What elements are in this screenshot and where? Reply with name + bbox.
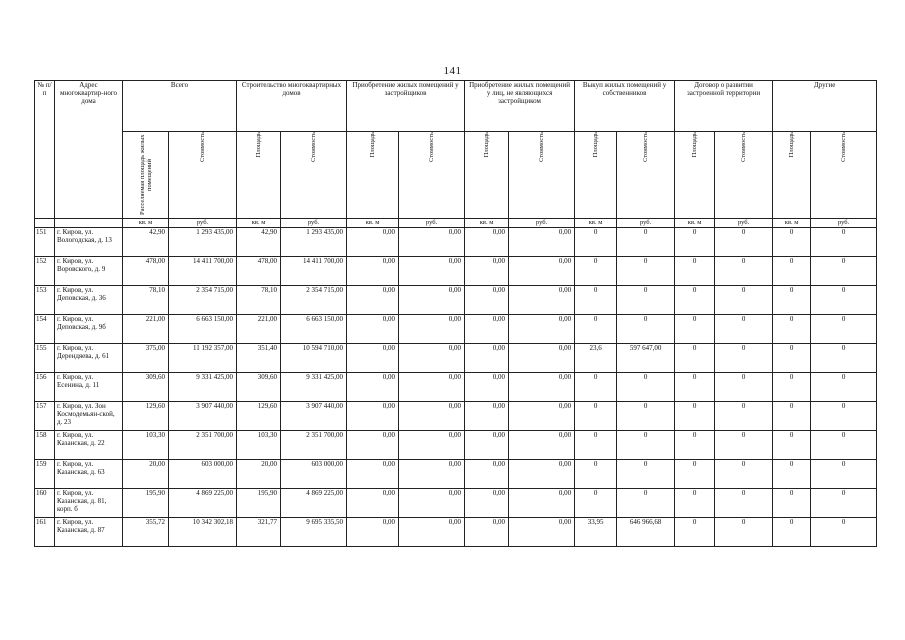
row-address: г. Киров, ул. Казанская, д. 87: [55, 518, 123, 547]
area-cell: 0,00: [347, 286, 399, 315]
cost-cell: 2 354 715,00: [169, 286, 237, 315]
area-cell: 0,00: [465, 257, 509, 286]
area-cell: 0: [575, 286, 617, 315]
row-number: 155: [35, 344, 55, 373]
cost-cell: 0,00: [509, 315, 575, 344]
cost-cell: 2 351 700,00: [169, 431, 237, 460]
area-cell: 0,00: [347, 257, 399, 286]
area-cell: 0: [575, 460, 617, 489]
cost-cell: 0,00: [509, 518, 575, 547]
cost-cell: 9 695 335,50: [281, 518, 347, 547]
header-group-non-developer: Приобретение жилых помещений у лиц, не являющихся застройщиком: [465, 81, 575, 132]
row-address: г. Киров, ул. Воровского, д. 9: [55, 257, 123, 286]
cost-cell: 0,00: [399, 373, 465, 402]
area-cell: 375,00: [123, 344, 169, 373]
table-row: [35, 489, 877, 518]
area-cell: 309,60: [123, 373, 169, 402]
area-cell: 0: [675, 373, 715, 402]
cost-cell: 2 354 715,00: [281, 286, 347, 315]
unit-cost: руб.: [169, 219, 237, 228]
header-group-development-contract: Договор о развитии застроенной территории: [675, 81, 773, 132]
area-cell: 103,30: [123, 431, 169, 460]
cost-cell: 0,00: [399, 315, 465, 344]
area-cell: 0,00: [347, 460, 399, 489]
cost-cell: 0: [811, 228, 877, 257]
cost-cell: 0,00: [399, 228, 465, 257]
cost-cell: 4 869 225,00: [281, 489, 347, 518]
cost-cell: 0: [715, 431, 773, 460]
cost-cell: 0: [715, 315, 773, 344]
area-cell: 0,00: [465, 286, 509, 315]
row-number: 159: [35, 460, 55, 489]
area-cell: 0: [773, 460, 811, 489]
cost-cell: 3 907 440,00: [281, 402, 347, 431]
subheader-cost: Стоимость: [811, 132, 877, 219]
unit-area: кв. м: [123, 219, 169, 228]
subheader-area: Площадь: [237, 132, 281, 219]
area-cell: 0: [773, 373, 811, 402]
cost-cell: 0,00: [399, 460, 465, 489]
table-row: [35, 431, 877, 460]
header-num: № п/п: [35, 81, 55, 219]
area-cell: 0: [575, 402, 617, 431]
cost-cell: 0: [715, 373, 773, 402]
cost-cell: 6 663 150,00: [281, 315, 347, 344]
unit-blank: [55, 219, 123, 228]
cost-cell: 0: [811, 315, 877, 344]
cost-cell: 0,00: [399, 489, 465, 518]
subheader-cost: Стоимость: [169, 132, 237, 219]
table-row: [35, 344, 877, 373]
area-cell: 0,00: [347, 402, 399, 431]
cost-cell: 0,00: [399, 402, 465, 431]
area-cell: 0: [575, 228, 617, 257]
area-cell: 42,90: [237, 228, 281, 257]
cost-cell: 0,00: [399, 286, 465, 315]
area-cell: 351,40: [237, 344, 281, 373]
area-cell: 78,10: [123, 286, 169, 315]
area-cell: 129,60: [123, 402, 169, 431]
cost-cell: 0: [811, 344, 877, 373]
area-cell: 0,00: [347, 228, 399, 257]
area-cell: 0: [675, 402, 715, 431]
cost-cell: 0: [617, 431, 675, 460]
area-cell: 129,60: [237, 402, 281, 431]
subheader-cost: Стоимость: [715, 132, 773, 219]
area-cell: 0: [773, 518, 811, 547]
area-cell: 0: [675, 431, 715, 460]
unit-cost: руб.: [811, 219, 877, 228]
area-cell: 0: [675, 489, 715, 518]
row-number: 156: [35, 373, 55, 402]
page-number: 141: [443, 65, 462, 77]
cost-cell: 0: [617, 489, 675, 518]
area-cell: 0,00: [465, 373, 509, 402]
cost-cell: 2 351 700,00: [281, 431, 347, 460]
cost-cell: 0: [811, 518, 877, 547]
subheader-area: Площадь: [575, 132, 617, 219]
area-cell: 0: [773, 315, 811, 344]
area-cell: 0,00: [347, 431, 399, 460]
cost-cell: 0: [715, 518, 773, 547]
subheader-area: Площадь: [347, 132, 399, 219]
row-number: 157: [35, 402, 55, 431]
area-cell: 0,00: [347, 315, 399, 344]
area-cell: 0: [675, 228, 715, 257]
area-cell: 0: [773, 257, 811, 286]
area-cell: 0: [773, 344, 811, 373]
row-number: 160: [35, 489, 55, 518]
subheader-cost: Стоимость: [281, 132, 347, 219]
area-cell: 0: [575, 431, 617, 460]
area-cell: 0: [575, 373, 617, 402]
row-number: 153: [35, 286, 55, 315]
table-row: [35, 315, 877, 344]
area-cell: 0,00: [347, 518, 399, 547]
cost-cell: 11 192 357,00: [169, 344, 237, 373]
area-cell: 221,00: [123, 315, 169, 344]
header-group-construction: Строительство многоквартирных домов: [237, 81, 347, 132]
cost-cell: 0: [617, 315, 675, 344]
header-group-developer: Приобретение жилых помещений у застройщиков: [347, 81, 465, 132]
unit-area: кв. м: [675, 219, 715, 228]
cost-cell: 603 000,00: [169, 460, 237, 489]
cost-cell: 0: [715, 460, 773, 489]
area-cell: 0,00: [465, 489, 509, 518]
area-cell: 78,10: [237, 286, 281, 315]
row-number: 154: [35, 315, 55, 344]
subheader-area: Площадь: [675, 132, 715, 219]
unit-area: кв. м: [237, 219, 281, 228]
unit-area: кв. м: [347, 219, 399, 228]
cost-cell: 0: [617, 286, 675, 315]
header-group-buyout: Выкуп жилых помещений у собственников: [575, 81, 675, 132]
cost-cell: 0: [715, 489, 773, 518]
area-cell: 0,00: [347, 344, 399, 373]
area-cell: 42,90: [123, 228, 169, 257]
cost-cell: 0,00: [509, 431, 575, 460]
area-cell: 0: [675, 257, 715, 286]
cost-cell: 0: [811, 402, 877, 431]
cost-cell: 4 869 225,00: [169, 489, 237, 518]
unit-cost: руб.: [399, 219, 465, 228]
area-cell: 0: [575, 315, 617, 344]
area-cell: 321,77: [237, 518, 281, 547]
area-cell: 0: [773, 402, 811, 431]
row-address: г. Киров, ул. Казанская, д. 81, корп. б: [55, 489, 123, 518]
unit-cost: руб.: [509, 219, 575, 228]
cost-cell: 0: [715, 228, 773, 257]
table-row: [35, 257, 877, 286]
row-address: г. Киров, ул. Зон Космодемьян-ской, д. 23: [55, 402, 123, 431]
area-cell: 0: [675, 315, 715, 344]
cost-cell: 10 342 302,18: [169, 518, 237, 547]
cost-cell: 0,00: [509, 402, 575, 431]
area-cell: 0: [773, 489, 811, 518]
cost-cell: 597 647,00: [617, 344, 675, 373]
area-cell: 221,00: [237, 315, 281, 344]
cost-cell: 1 293 435,00: [169, 228, 237, 257]
table-row: [35, 228, 877, 257]
cost-cell: 0: [811, 257, 877, 286]
area-cell: 0: [675, 518, 715, 547]
subheader-area: Площадь: [465, 132, 509, 219]
unit-blank: [35, 219, 55, 228]
area-cell: 33,95: [575, 518, 617, 547]
row-address: г. Киров, ул. Деповская, д. 9б: [55, 315, 123, 344]
cost-cell: 0: [617, 228, 675, 257]
subheader-area-total: Расселяемая площадь жилых помещений: [123, 132, 169, 219]
table-row: [35, 402, 877, 431]
subheader-cost: Стоимость: [509, 132, 575, 219]
area-cell: 0,00: [465, 344, 509, 373]
cost-cell: 1 293 435,00: [281, 228, 347, 257]
area-cell: 0: [575, 489, 617, 518]
unit-area: кв. м: [575, 219, 617, 228]
area-cell: 355,72: [123, 518, 169, 547]
cost-cell: 0: [617, 402, 675, 431]
cost-cell: 0,00: [399, 344, 465, 373]
area-cell: 195,90: [237, 489, 281, 518]
area-cell: 0,00: [465, 518, 509, 547]
header-group-other: Другие: [773, 81, 877, 132]
cost-cell: 0: [715, 286, 773, 315]
table-row: [35, 518, 877, 547]
area-cell: 0: [675, 286, 715, 315]
area-cell: 0: [675, 344, 715, 373]
header-address: Адрес многоквартир-ного дома: [55, 81, 123, 219]
area-cell: 0: [773, 228, 811, 257]
cost-cell: 0: [715, 344, 773, 373]
cost-cell: 0,00: [509, 489, 575, 518]
area-cell: 0,00: [465, 460, 509, 489]
area-cell: 0,00: [465, 431, 509, 460]
cost-cell: 646 966,68: [617, 518, 675, 547]
cost-cell: 6 663 150,00: [169, 315, 237, 344]
cost-cell: 0,00: [509, 228, 575, 257]
header-group-total: Всего: [123, 81, 237, 132]
subheader-cost: Стоимость: [399, 132, 465, 219]
area-cell: 0,00: [465, 315, 509, 344]
area-cell: 478,00: [123, 257, 169, 286]
subheader-area: Площадь: [773, 132, 811, 219]
cost-cell: 0,00: [509, 344, 575, 373]
row-address: г. Киров, ул. Дерендяева, д. 61: [55, 344, 123, 373]
unit-area: кв. м: [773, 219, 811, 228]
cost-cell: 0,00: [509, 286, 575, 315]
cost-cell: 9 331 425,00: [281, 373, 347, 402]
area-cell: 0: [575, 257, 617, 286]
cost-cell: 10 594 710,00: [281, 344, 347, 373]
unit-cost: руб.: [281, 219, 347, 228]
unit-cost: руб.: [715, 219, 773, 228]
area-cell: 0,00: [347, 489, 399, 518]
cost-cell: 0: [811, 460, 877, 489]
row-number: 152: [35, 257, 55, 286]
cost-cell: 0: [715, 257, 773, 286]
cost-cell: 0,00: [509, 257, 575, 286]
cost-cell: 0,00: [509, 460, 575, 489]
area-cell: 478,00: [237, 257, 281, 286]
area-cell: 20,00: [237, 460, 281, 489]
cost-cell: 0: [617, 257, 675, 286]
area-cell: 20,00: [123, 460, 169, 489]
area-cell: 23,6: [575, 344, 617, 373]
row-number: 151: [35, 228, 55, 257]
table-body: [35, 228, 877, 547]
row-address: г. Киров, ул. Казанская, д. 22: [55, 431, 123, 460]
table-row: [35, 286, 877, 315]
row-address: г. Киров, ул. Казанская, д. 63: [55, 460, 123, 489]
area-cell: 0: [773, 431, 811, 460]
area-cell: 0,00: [465, 402, 509, 431]
table-row: [35, 460, 877, 489]
cost-cell: 0,00: [509, 373, 575, 402]
row-address: г. Киров, ул. Деповская, д. 36: [55, 286, 123, 315]
area-cell: 195,90: [123, 489, 169, 518]
cost-cell: 0: [617, 373, 675, 402]
area-cell: 0,00: [347, 373, 399, 402]
cost-cell: 0: [617, 460, 675, 489]
cost-cell: 0: [811, 431, 877, 460]
cost-cell: 14 411 700,00: [169, 257, 237, 286]
subheader-cost: Стоимость: [617, 132, 675, 219]
cost-cell: 9 331 425,00: [169, 373, 237, 402]
unit-cost: руб.: [617, 219, 675, 228]
cost-cell: 0,00: [399, 431, 465, 460]
cost-cell: 0,00: [399, 518, 465, 547]
cost-cell: 0: [811, 286, 877, 315]
area-cell: 0: [773, 286, 811, 315]
row-address: г. Киров, ул. Есенина, д. 11: [55, 373, 123, 402]
row-number: 158: [35, 431, 55, 460]
area-cell: 309,60: [237, 373, 281, 402]
unit-area: кв. м: [465, 219, 509, 228]
cost-cell: 3 907 440,00: [169, 402, 237, 431]
table-row: [35, 373, 877, 402]
cost-cell: 603 000,00: [281, 460, 347, 489]
cost-cell: 0: [715, 402, 773, 431]
row-address: г. Киров, ул. Вологодская, д. 13: [55, 228, 123, 257]
area-cell: 103,30: [237, 431, 281, 460]
cost-cell: 14 411 700,00: [281, 257, 347, 286]
resettlement-table: [34, 80, 877, 547]
cost-cell: 0: [811, 489, 877, 518]
cost-cell: 0,00: [399, 257, 465, 286]
row-number: 161: [35, 518, 55, 547]
cost-cell: 0: [811, 373, 877, 402]
area-cell: 0: [675, 460, 715, 489]
area-cell: 0,00: [465, 228, 509, 257]
